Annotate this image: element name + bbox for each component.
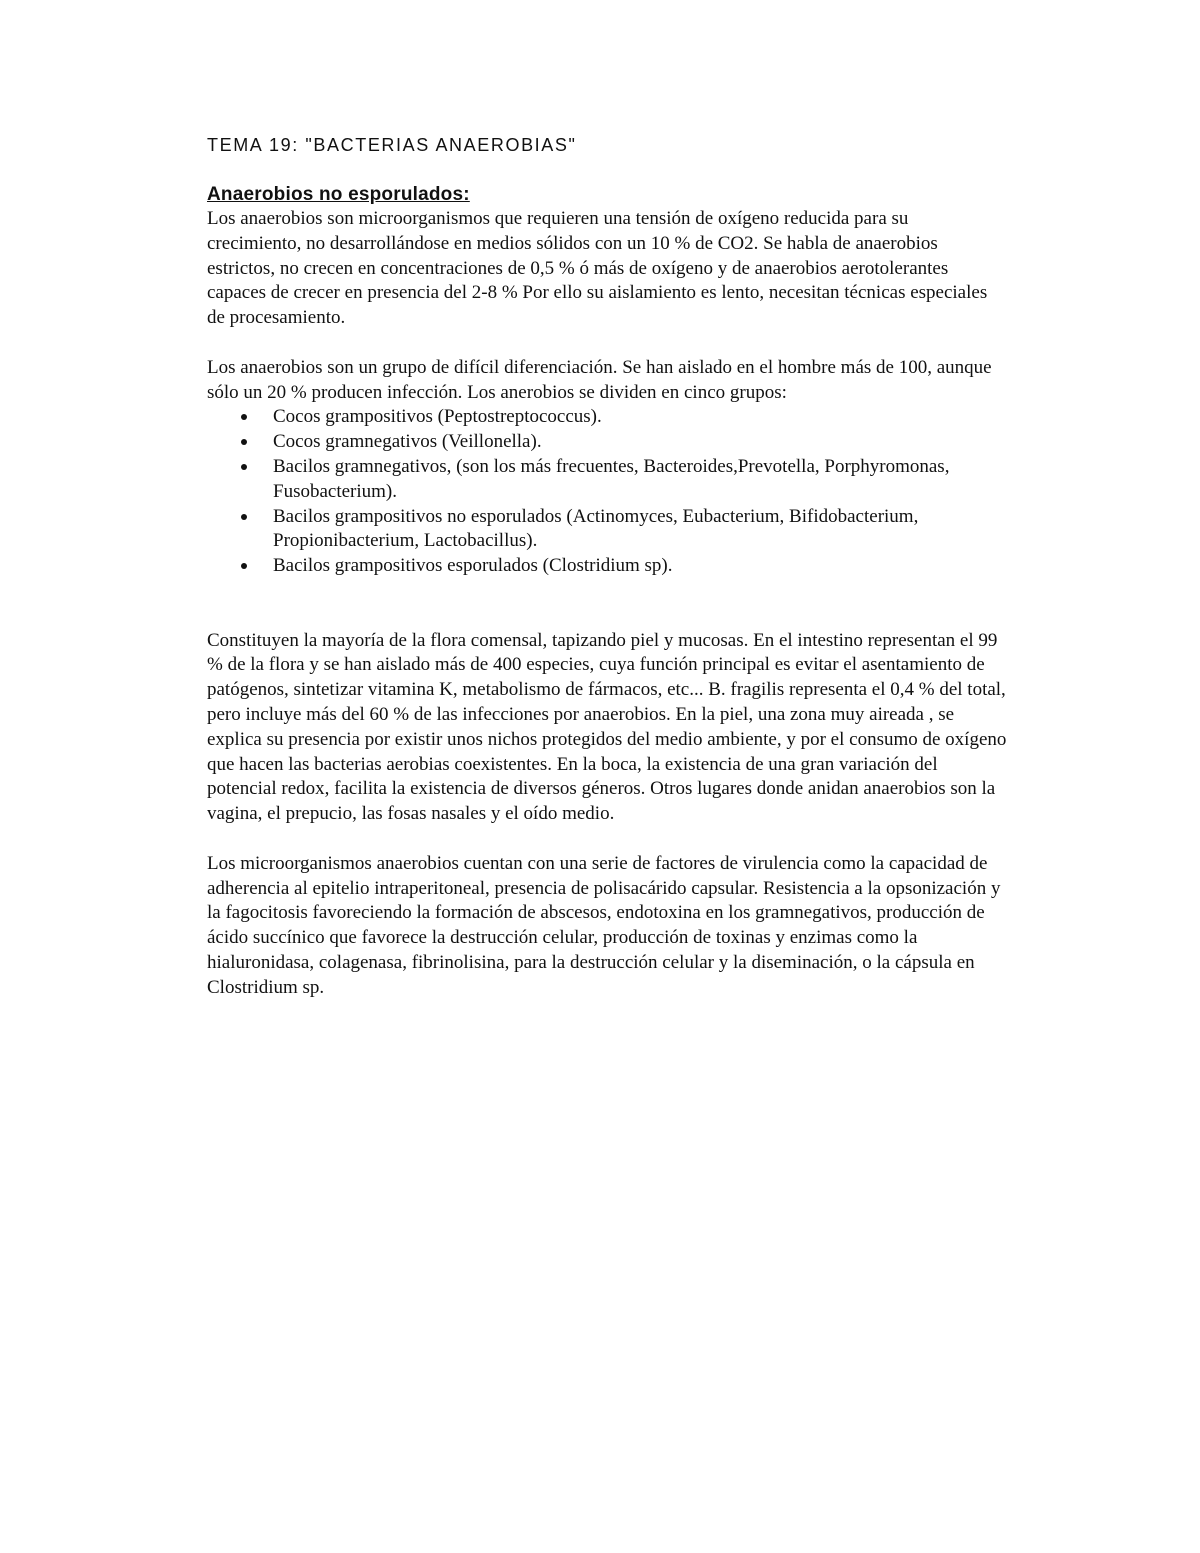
document-title: TEMA 19: "BACTERIAS ANAEROBIAS" (207, 135, 577, 155)
list-item: Cocos grampositivos (Peptostreptococcus). (273, 405, 1007, 430)
list-item: Bacilos grampositivos no esporulados (Actinomyces, Eubacterium, Bifidobacterium, Propionibacterium, Lactobacillus). (273, 505, 1007, 555)
document-page (207, 133, 1007, 1001)
list-item: Cocos gramnegativos (Veillonella). (273, 430, 1007, 455)
paragraph-flora: Constituyen la mayoría de la flora comensal, tapizando piel y mucosas. En el intestino representan el 99 % de la flora y se han aislado más de 400 especies, cuya función principal es evitar el asentamiento de patógenos, sintetizar vitamina K, metabolismo de fármacos, etc... B. fragilis representa el 0,4 % del total, pero incluye más del 60 % de las infecciones por anaerobios. En la piel, una zona muy aireada , se explica su presencia por existir unos nichos protegidos del medio ambiente, y por el consumo de oxígeno que hacen las bacterias aerobias coexistentes. En la boca, la existencia de una gran variación del potencial redox, facilita la existencia de diversos géneros. Otros lugares donde anidan anaerobios son la vagina, el prepucio, las fosas nasales y el oído medio. (207, 629, 1007, 825)
list-item: Bacilos gramnegativos, (son los más frecuentes, Bacteroides,Prevotella, Porphyromonas, Fusobacterium). (273, 455, 1007, 505)
paragraph-groups-intro: Los anaerobios son un grupo de difícil diferenciación. Se han aislado en el hombre más de 100, aunque sólo un 20 % producen infección. Los anerobios se dividen en cinco grupos: (207, 356, 992, 403)
paragraph-intro: Los anaerobios son microorganismos que requieren una tensión de oxígeno reducida para su crecimiento, no desarrollándose en medios sólidos con un 10 % de CO2. Se habla de anaerobios estrictos, no crecen en concentraciones de 0,5 % ó más de oxígeno y de anaerobios aerotolerantes capaces de crecer en presencia del 2-8 % Por ello su aislamiento es lento, necesitan técnicas especiales de procesamiento. (207, 208, 988, 329)
section-heading: Anaerobios no esporulados: (207, 184, 470, 205)
groups-list (207, 405, 1007, 579)
list-item: Bacilos grampositivos esporulados (Clostridium sp). (273, 554, 1007, 579)
paragraph-virulence: Los microorganismos anaerobios cuentan con una serie de factores de virulencia como la capacidad de adherencia al epitelio intraperitoneal, presencia de polisacárido capsular. Resistencia a la opsonización y la fagocitosis favoreciendo la formación de abscesos, endotoxina en los gramnegativos, producción de ácido succínico que favorece la destrucción celular, producción de toxinas y enzimas como la hialuronidasa, colagenasa, fibrinolisina, para la destrucción celular y la diseminación, o la cápsula en Clostridium sp. (207, 852, 1001, 998)
